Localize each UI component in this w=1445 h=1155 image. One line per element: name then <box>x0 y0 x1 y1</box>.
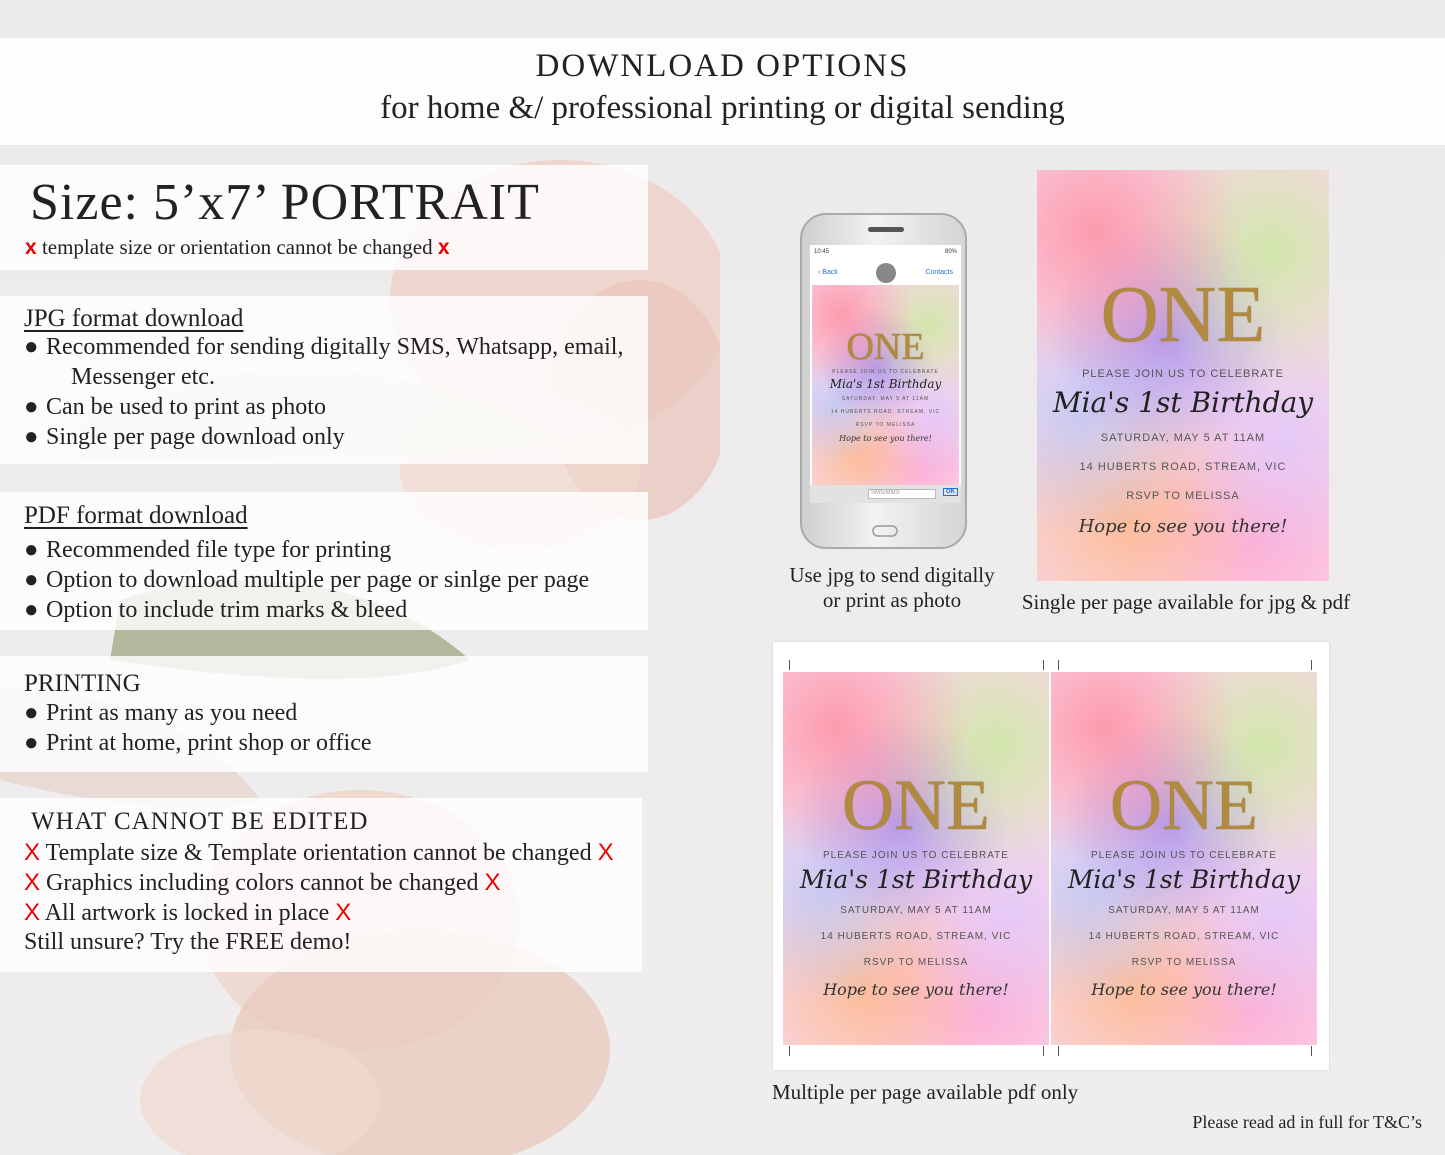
invite-closing: Hope to see you there! <box>823 980 1009 999</box>
invite-date: SATURDAY, MAY 5 AT 11AM <box>1100 432 1266 444</box>
list-item: ● Recommended for sending digitally SMS, Whatsapp, email, <box>24 334 624 360</box>
invite-one: ONE <box>846 326 925 368</box>
invite-name: Mia's 1st Birthday <box>1067 865 1301 894</box>
invite-date: SATURDAY, MAY 5 AT 11AM <box>840 905 992 916</box>
back-link: ‹ Back <box>818 269 838 276</box>
phone-caption-line: Use jpg to send digitally <box>789 563 995 587</box>
single-caption: Single per page available for jpg & pdf <box>1021 590 1351 614</box>
x-mark: X <box>24 899 41 926</box>
trim-mark <box>789 1046 790 1056</box>
status-bar <box>814 249 957 255</box>
multi-page-sheet <box>773 642 1329 1070</box>
invite-name: Mia's 1st Birthday <box>829 377 942 391</box>
invite-date: SATURDAY, MAY 5 AT 11AM <box>841 396 930 402</box>
x-mark: x <box>25 236 37 259</box>
size-note <box>25 235 450 260</box>
cannot-edit-heading: WHAT CANNOT BE EDITED <box>31 808 369 835</box>
speaker-icon <box>868 227 904 232</box>
invite-address: 14 HUBERTS ROAD, STREAM, VIC <box>1088 931 1280 942</box>
trim-mark <box>1043 660 1044 670</box>
x-mark: x <box>437 236 450 259</box>
invite-address: 14 HUBERTS ROAD, STREAM, VIC <box>830 409 941 415</box>
x-mark: X <box>335 899 352 926</box>
cannot-edit-panel <box>0 798 642 972</box>
invite-closing: Hope to see you there! <box>1091 980 1277 999</box>
demo-note: Still unsure? Try the FREE demo! <box>24 929 352 955</box>
x-mark: X <box>24 869 41 896</box>
invite-rsvp: RSVP TO MELISSA <box>855 422 916 428</box>
x-mark: X <box>484 869 501 896</box>
status-battery: 80% <box>944 249 957 255</box>
invite-name: Mia's 1st Birthday <box>799 865 1033 894</box>
invite-address: 14 HUBERTS ROAD, STREAM, VIC <box>1079 461 1287 473</box>
list-item: ● Single per page download only <box>24 424 345 450</box>
invite-join: PLEASE JOIN US TO CELEBRATE <box>823 850 1009 861</box>
list-item: ● Option to include trim marks & bleed <box>24 597 408 623</box>
list-item: ● Option to download multiple per page or sinlge per page <box>24 567 590 593</box>
list-item: ● Print as many as you need <box>24 700 298 726</box>
phone-screen <box>810 245 961 503</box>
phone-caption <box>780 563 1004 613</box>
x-mark: X <box>597 839 614 866</box>
invite-rsvp: RSVP TO MELISSA <box>1131 957 1237 968</box>
message-input-bar <box>810 485 961 503</box>
trim-mark <box>1058 1046 1059 1056</box>
invite-join: PLEASE JOIN US TO CELEBRATE <box>832 369 939 375</box>
invite-one: ONE <box>842 765 990 845</box>
invite-one: ONE <box>1110 765 1258 845</box>
list-item: ● Can be used to print as photo <box>24 394 326 420</box>
invite-join: PLEASE JOIN US TO CELEBRATE <box>1082 368 1284 380</box>
header-banner <box>0 38 1445 145</box>
avatar-icon <box>876 263 896 283</box>
single-invitation-preview <box>1037 170 1329 581</box>
invite-rsvp: RSVP TO MELISSA <box>863 957 969 968</box>
trim-mark <box>1311 1046 1312 1056</box>
ok-button: OK <box>943 488 958 496</box>
list-item: X Graphics including colors cannot be changed X <box>24 869 501 896</box>
multiple-caption: Multiple per page available pdf only <box>772 1080 1079 1104</box>
invite-one: ONE <box>1100 271 1266 359</box>
trim-mark <box>1058 660 1059 670</box>
printing-heading: PRINTING <box>24 670 141 697</box>
x-mark: X <box>24 839 41 866</box>
message-input: SMS/MMS <box>868 489 936 499</box>
jpg-heading: JPG format download <box>24 305 244 332</box>
invite-join: PLEASE JOIN US TO CELEBRATE <box>1091 850 1277 861</box>
page-subtitle: for home &/ professional printing or digital sending <box>380 90 1065 126</box>
terms-footnote: Please read ad in full for T&C’s <box>1192 1112 1422 1132</box>
size-note-text: template size or orientation cannot be changed <box>36 235 438 259</box>
multi-invitation-preview-right <box>1051 672 1317 1045</box>
status-time: 10:45 <box>814 249 830 255</box>
size-title: Size: 5’x7’ PORTRAIT <box>30 174 540 231</box>
messages-nav <box>814 263 957 283</box>
trim-mark <box>789 660 790 670</box>
phone-mockup <box>800 213 967 549</box>
jpg-panel <box>0 296 648 464</box>
phone-caption-line: or print as photo <box>822 588 962 612</box>
page-title: DOWNLOAD OPTIONS <box>535 48 910 84</box>
invite-closing: Hope to see you there! <box>1078 516 1288 537</box>
list-item: X All artwork is locked in place X <box>24 899 352 926</box>
invite-rsvp: RSVP TO MELISSA <box>1126 490 1240 502</box>
multi-invitation-preview-left <box>783 672 1049 1045</box>
invite-date: SATURDAY, MAY 5 AT 11AM <box>1108 905 1260 916</box>
list-item: Messenger etc. <box>71 364 215 390</box>
phone-invitation-preview <box>812 285 959 485</box>
size-panel <box>0 165 648 270</box>
invite-address: 14 HUBERTS ROAD, STREAM, VIC <box>820 931 1012 942</box>
contacts-link: Contacts <box>925 269 953 276</box>
pdf-heading: PDF format download <box>24 502 248 529</box>
home-icon <box>872 525 898 537</box>
trim-mark <box>1043 1046 1044 1056</box>
pdf-panel <box>0 492 648 630</box>
list-item: ● Recommended file type for printing <box>24 537 392 563</box>
invite-closing: Hope to see you there! <box>839 434 932 443</box>
list-item: ● Print at home, print shop or office <box>24 730 372 756</box>
list-item: X Template size & Template orientation cannot be changed X <box>24 839 614 866</box>
trim-mark <box>1311 660 1312 670</box>
invite-name: Mia's 1st Birthday <box>1052 386 1314 419</box>
printing-panel <box>0 656 648 772</box>
